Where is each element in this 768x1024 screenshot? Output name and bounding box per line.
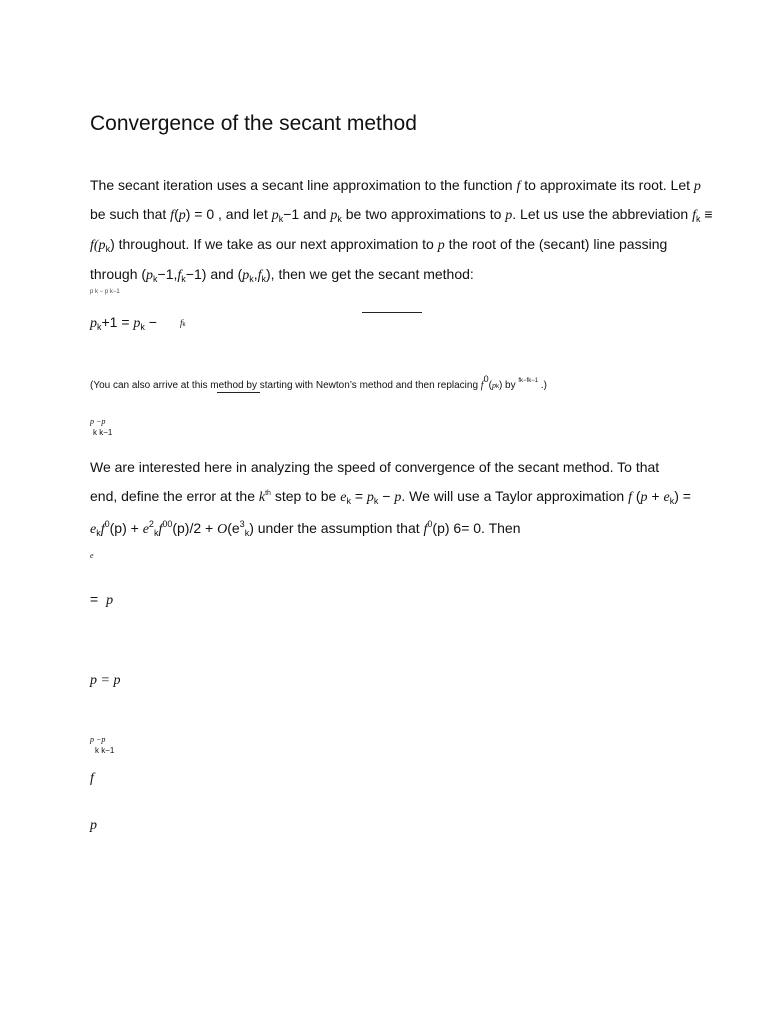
text: ) and ( <box>201 266 243 282</box>
text: ) = <box>674 488 691 504</box>
math: p <box>90 316 97 331</box>
paragraph-2-line-2 <box>90 488 691 506</box>
superscript: 0 <box>427 519 433 529</box>
text: , <box>173 266 178 282</box>
note-fraction: fk−fk−1 <box>518 378 539 384</box>
math: p <box>271 208 279 223</box>
text: (e <box>227 520 240 536</box>
paragraph-1-line-2 <box>90 206 713 224</box>
math: e <box>663 490 670 505</box>
text: ) by <box>498 380 519 391</box>
math: e <box>142 522 149 537</box>
math: f <box>628 490 632 505</box>
math: e <box>90 522 97 537</box>
equation-secant <box>90 314 157 332</box>
subscript: k <box>244 528 250 538</box>
p-equals-p: p = p <box>90 673 121 688</box>
math: p <box>491 381 496 390</box>
superscript: th <box>265 490 271 497</box>
subscript: k <box>140 322 145 332</box>
text: and <box>299 206 331 222</box>
subscript: k <box>105 244 111 254</box>
subscript: k <box>261 274 267 284</box>
math: k <box>258 490 266 505</box>
subscript: k <box>182 322 186 328</box>
text: + <box>647 488 664 504</box>
paragraph-1-line-3 <box>90 236 667 254</box>
superscript: 3 <box>239 519 245 529</box>
text: − <box>378 488 395 504</box>
eq1-fk <box>180 318 186 328</box>
subscript: k <box>249 274 254 284</box>
math: f <box>480 380 484 391</box>
math: (p <box>93 238 106 253</box>
math: f <box>180 318 183 328</box>
math: f <box>100 522 105 537</box>
subscript: k <box>97 322 102 332</box>
text: be two approximations to <box>341 206 506 222</box>
math: p <box>366 490 374 505</box>
eq1-fraction-bar <box>362 312 422 313</box>
math: p <box>640 490 648 505</box>
subscript: k <box>373 496 379 506</box>
text: ), then we get the secant method: <box>266 266 474 282</box>
math: p <box>394 490 402 505</box>
text: . We will use a Taylor approximation <box>401 488 629 504</box>
math: p <box>133 316 141 331</box>
math: p <box>178 208 186 223</box>
subscript: k <box>495 384 499 390</box>
eq1-tiny-label: p k − p k−1 <box>90 289 120 295</box>
text: +1 = <box>101 314 134 330</box>
text: ( <box>631 488 641 504</box>
text: ≡ <box>700 206 713 222</box>
subscript: k <box>695 214 701 224</box>
text: end, define the error at the <box>90 488 259 504</box>
text: ) throughout. If we take as our next approximation to <box>110 236 438 252</box>
math: O <box>217 522 228 537</box>
subscript: k <box>153 528 159 538</box>
math: p <box>146 268 154 283</box>
superscript: 2 <box>148 519 154 529</box>
paragraph-2-line-3 <box>90 519 521 538</box>
fraction-2-top: p −p <box>90 735 106 744</box>
math: f <box>170 208 175 223</box>
math: f <box>692 208 696 223</box>
superscript: 00 <box>162 519 173 529</box>
text: −1 <box>283 206 300 222</box>
fraction-2-bottom: k k−1 <box>95 746 115 755</box>
paragraph-1-line-1 <box>90 177 701 195</box>
subscript: k <box>181 274 186 284</box>
text: The secant iteration uses a secant line approximation to the function <box>90 177 517 193</box>
text: the root of the (secant) line passing <box>444 236 668 252</box>
subscript: k <box>153 274 158 284</box>
text: = <box>350 488 367 504</box>
math: f <box>90 238 94 253</box>
math: f <box>423 522 428 537</box>
text: (p) + <box>109 520 143 536</box>
error-symbol: e <box>90 551 94 560</box>
subscript: k <box>96 528 101 538</box>
text: .) <box>538 380 547 391</box>
text: ( <box>488 380 492 391</box>
math: p <box>330 208 338 223</box>
subscript: k <box>337 214 342 224</box>
paragraph-1-line-4 <box>90 266 474 284</box>
note-underline <box>217 392 260 393</box>
paragraph-2-line-1: We are interested here in analyzing the speed of convergence of the secant method. To that <box>90 459 660 475</box>
text: be such that <box>90 206 171 222</box>
superscript: 0 <box>483 374 489 384</box>
math: p <box>505 208 513 223</box>
f-symbol: f <box>90 771 94 786</box>
page-title: Convergence of the secant method <box>90 112 417 135</box>
subscript: k <box>278 214 284 224</box>
text: through ( <box>90 266 147 282</box>
math: f <box>158 522 163 537</box>
text: = <box>90 591 99 607</box>
text: (p)/2 + <box>172 520 218 536</box>
text: −1 <box>157 266 174 282</box>
math: f <box>177 268 182 283</box>
math-p: p <box>693 179 701 194</box>
fraction-1-bottom: k k−1 <box>93 428 113 437</box>
subscript: k <box>346 496 351 506</box>
equals-line <box>90 591 113 609</box>
math: f <box>257 268 262 283</box>
subscript: k <box>669 496 675 506</box>
text: (You can also arrive at this <box>90 380 211 391</box>
math: p <box>437 238 445 253</box>
math: p <box>106 593 114 608</box>
text: step to be <box>270 488 341 504</box>
text: −1 <box>185 266 202 282</box>
text: . Let us use the abbreviation <box>512 206 693 222</box>
fraction-1-top: p −p <box>90 417 106 426</box>
note-line <box>90 374 547 391</box>
text: ) = 0 , and let <box>185 206 272 222</box>
math: e <box>340 490 347 505</box>
text: (p) 6= 0. Then <box>432 520 521 536</box>
text: to approximate its root. Let <box>520 177 694 193</box>
text: ( <box>174 206 179 222</box>
p-symbol: p <box>90 818 97 833</box>
text: by starting with Newton’s method and then replacing <box>243 380 481 391</box>
math: p <box>242 268 250 283</box>
text: , <box>253 266 258 282</box>
text: ) under the assumption that <box>249 520 424 536</box>
note-method-word: method <box>210 380 244 391</box>
text: − <box>144 314 157 330</box>
math-f: f <box>516 179 521 194</box>
superscript: 0 <box>104 519 110 529</box>
